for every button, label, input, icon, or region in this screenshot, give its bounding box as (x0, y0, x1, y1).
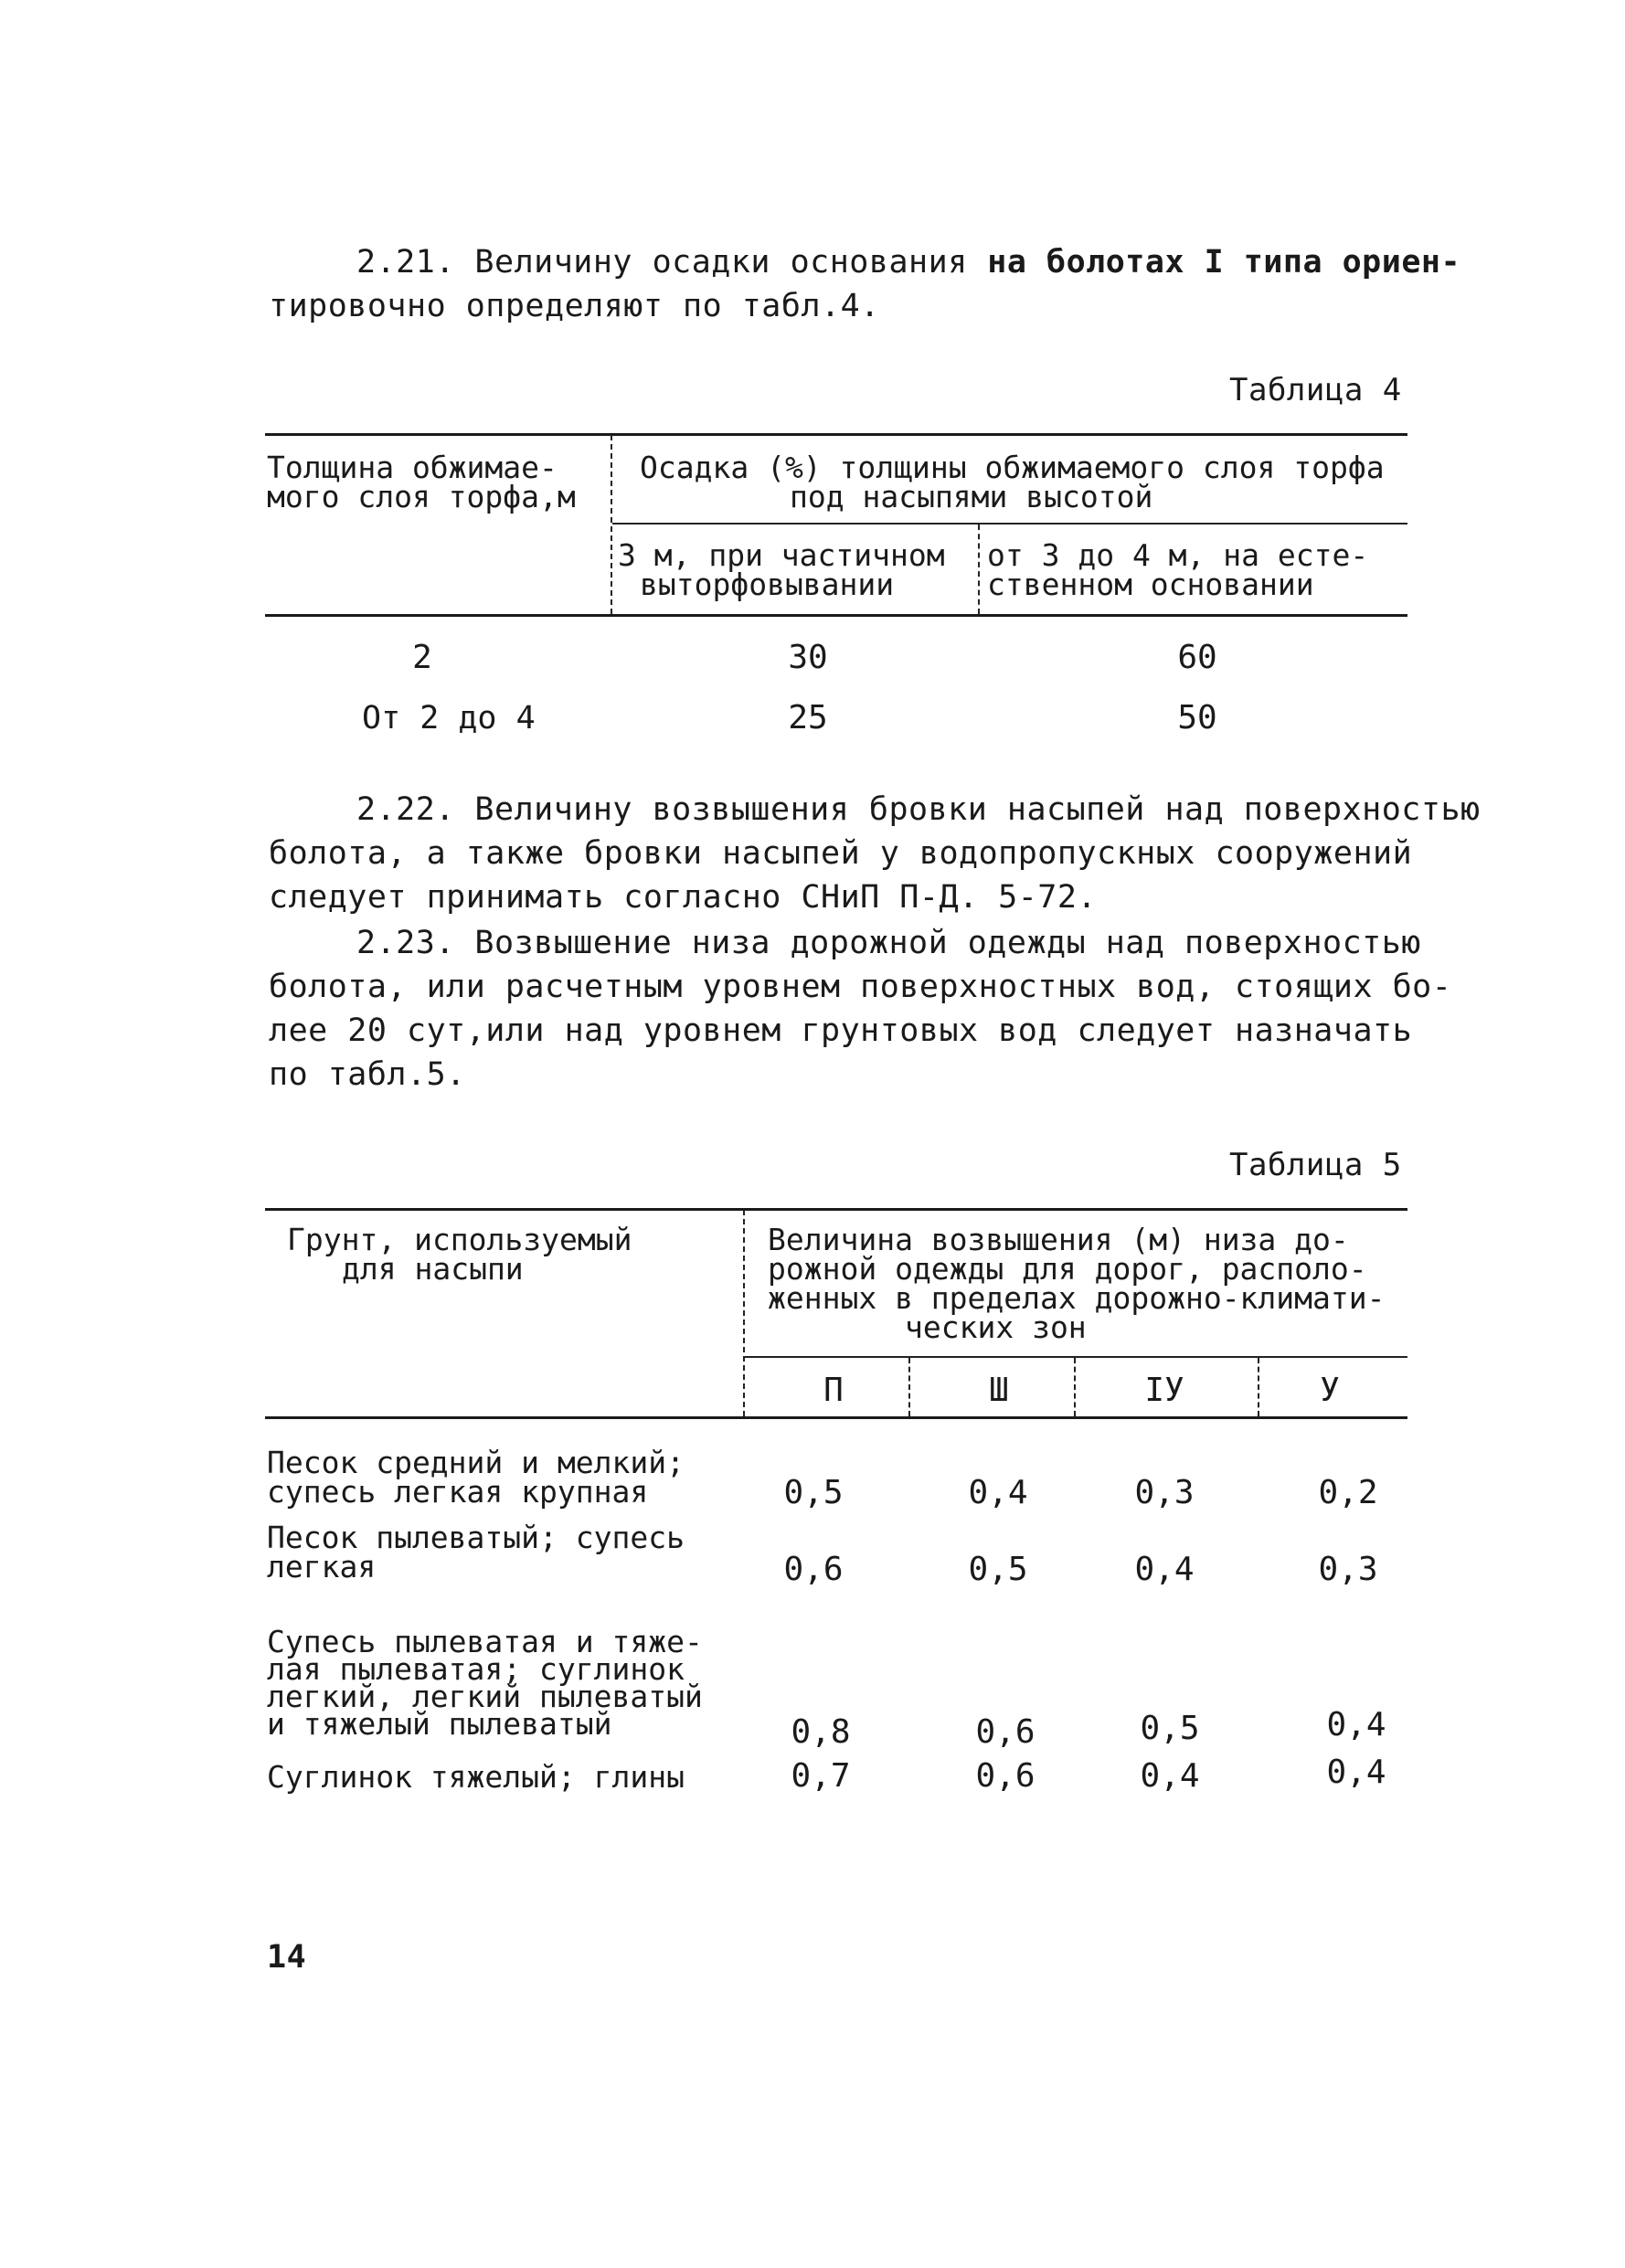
table5-row4-zone1: 0,7 (791, 1757, 851, 1795)
table5-row1-zone2: 0,4 (968, 1474, 1028, 1511)
table4-row2-partial: 25 (788, 699, 828, 737)
table5-row2-zone4: 0,3 (1318, 1551, 1378, 1588)
table4-col-divider (611, 435, 612, 614)
table5-row1-zone3: 0,3 (1134, 1474, 1195, 1511)
table5-row4-soil-l1: Суглинок тяжелый; глины (267, 1759, 685, 1795)
table5-row3-soil-l3: легкий, легкий пылеватый (267, 1679, 703, 1714)
para-2-22-line2: болота, а также бровки насыпей у водопропускных сооружений (269, 835, 1413, 872)
table4-header-bottom-rule (265, 614, 1407, 617)
table5-row3-zone1: 0,8 (791, 1713, 851, 1751)
table4-sub1-l1: 3 м, при частичном (618, 537, 945, 573)
table4-subheader-rule (612, 523, 1407, 525)
table5-row1-zone1: 0,5 (783, 1474, 844, 1511)
table5-row2-zone2: 0,5 (968, 1551, 1028, 1588)
table5-zone-header-1: П (823, 1372, 844, 1409)
table5-group-header-l3: женных в пределах дорожно-климати- (768, 1280, 1386, 1316)
table5-row3-zone3: 0,5 (1140, 1710, 1200, 1747)
para-2-23-line1: 2.23. Возвышение низа дорожной одежды над поверхностью (356, 925, 1421, 961)
table5-zone-divider-1 (908, 1358, 910, 1416)
table5-row3-soil-l1: Супесь пылеватая и тяже- (267, 1624, 703, 1659)
table5-row3-soil-l2: лая пылеватая; суглинок (267, 1651, 685, 1687)
table5-row3-zone2: 0,6 (975, 1713, 1036, 1751)
table4-row1-partial: 30 (788, 639, 828, 676)
table5-zone-header-3: IУ (1144, 1372, 1184, 1409)
table5-row3-soil-l4: и тяжелый пылеватый (267, 1706, 612, 1742)
para-2-21-line2: тировочно определяют по табл.4. (269, 288, 880, 324)
table4-row2-natural: 50 (1177, 699, 1217, 737)
para-2-22-line1: 2.22. Величину возвышения бровки насыпей над поверхностью (356, 791, 1481, 828)
table5-col1-header-l2: для насыпи (342, 1251, 524, 1287)
table5-zone-header-4: У (1320, 1372, 1340, 1409)
para-2-22-line3: следует принимать согласно СНиП П-Д. 5-72. (269, 879, 1098, 916)
table5-header-bottom-rule (265, 1416, 1407, 1419)
para-2-21-line1-plain: 2.21. Величину осадки основания (356, 244, 968, 281)
table4-caption: Таблица 4 (1229, 372, 1402, 408)
table5-row2-soil-l2: легкая (267, 1549, 377, 1584)
table4-row2-thickness: От 2 до 4 (362, 700, 536, 737)
table5-row2-zone3: 0,4 (1134, 1551, 1195, 1588)
table5-row4-zone3: 0,4 (1140, 1757, 1200, 1795)
table5-top-rule (265, 1208, 1407, 1211)
para-2-23-line3: лее 20 сут,или над уровнем грунтовых вод следует назначать (269, 1012, 1413, 1049)
para-2-23-line4: по табл.5. (269, 1056, 466, 1093)
table4-col1-header-l1: Толщина обжимае- (267, 450, 558, 485)
table5-subheader-rule (745, 1356, 1407, 1358)
table5-col1-header-l1: Грунт, используемый (287, 1222, 632, 1257)
table4-col1-header-l2: мого слоя торфа,м (267, 479, 576, 514)
table5-zone-divider-2 (1074, 1358, 1076, 1416)
table5-zone-header-2: Ш (989, 1372, 1009, 1409)
table5-caption: Таблица 5 (1229, 1147, 1402, 1183)
para-2-21-line1 (356, 240, 1460, 284)
table5-row1-soil-l1: Песок средний и мелкий; (267, 1445, 685, 1480)
table5-row1-zone4: 0,2 (1318, 1474, 1378, 1511)
table5-col-divider (743, 1210, 745, 1416)
table5-row2-soil-l1: Песок пылеватый; супесь (267, 1520, 685, 1555)
table5-row4-zone2: 0,6 (975, 1757, 1036, 1795)
para-2-23-line2: болота, или расчетным уровнем поверхностных вод, стоящих бо- (269, 969, 1452, 1005)
table5-group-header-l4: ческих зон (905, 1309, 1087, 1345)
table4-sub2-l1: от 3 до 4 м, на есте- (987, 537, 1369, 573)
table4-group-header-l1: Осадка (%) толщины обжимаемого слоя торфа (640, 450, 1385, 485)
para-2-21-line1-bold: на болотах I типа ориен- (967, 244, 1461, 281)
table4-subcol-divider (978, 525, 980, 614)
table4-row1-natural: 60 (1177, 639, 1217, 676)
table5-row1-soil-l2: супесь легкая крупная (267, 1474, 649, 1510)
table4-top-rule (265, 433, 1407, 436)
table5-group-header-l1: Величина возвышения (м) низа до- (768, 1222, 1349, 1257)
table4-sub1-l2: выторфовывании (640, 567, 895, 602)
table4-group-header-l2: под насыпями высотой (790, 479, 1153, 514)
table4-sub2-l2: ственном основании (987, 567, 1314, 602)
table5-row3-zone4: 0,4 (1326, 1706, 1386, 1743)
table5-row4-zone4: 0,4 (1326, 1754, 1386, 1791)
table5-row2-zone1: 0,6 (783, 1551, 844, 1588)
table4-row1-thickness: 2 (412, 639, 432, 676)
page-number: 14 (267, 1939, 307, 1976)
table5-group-header-l2: рожной одежды для дорог, располо- (768, 1251, 1367, 1287)
